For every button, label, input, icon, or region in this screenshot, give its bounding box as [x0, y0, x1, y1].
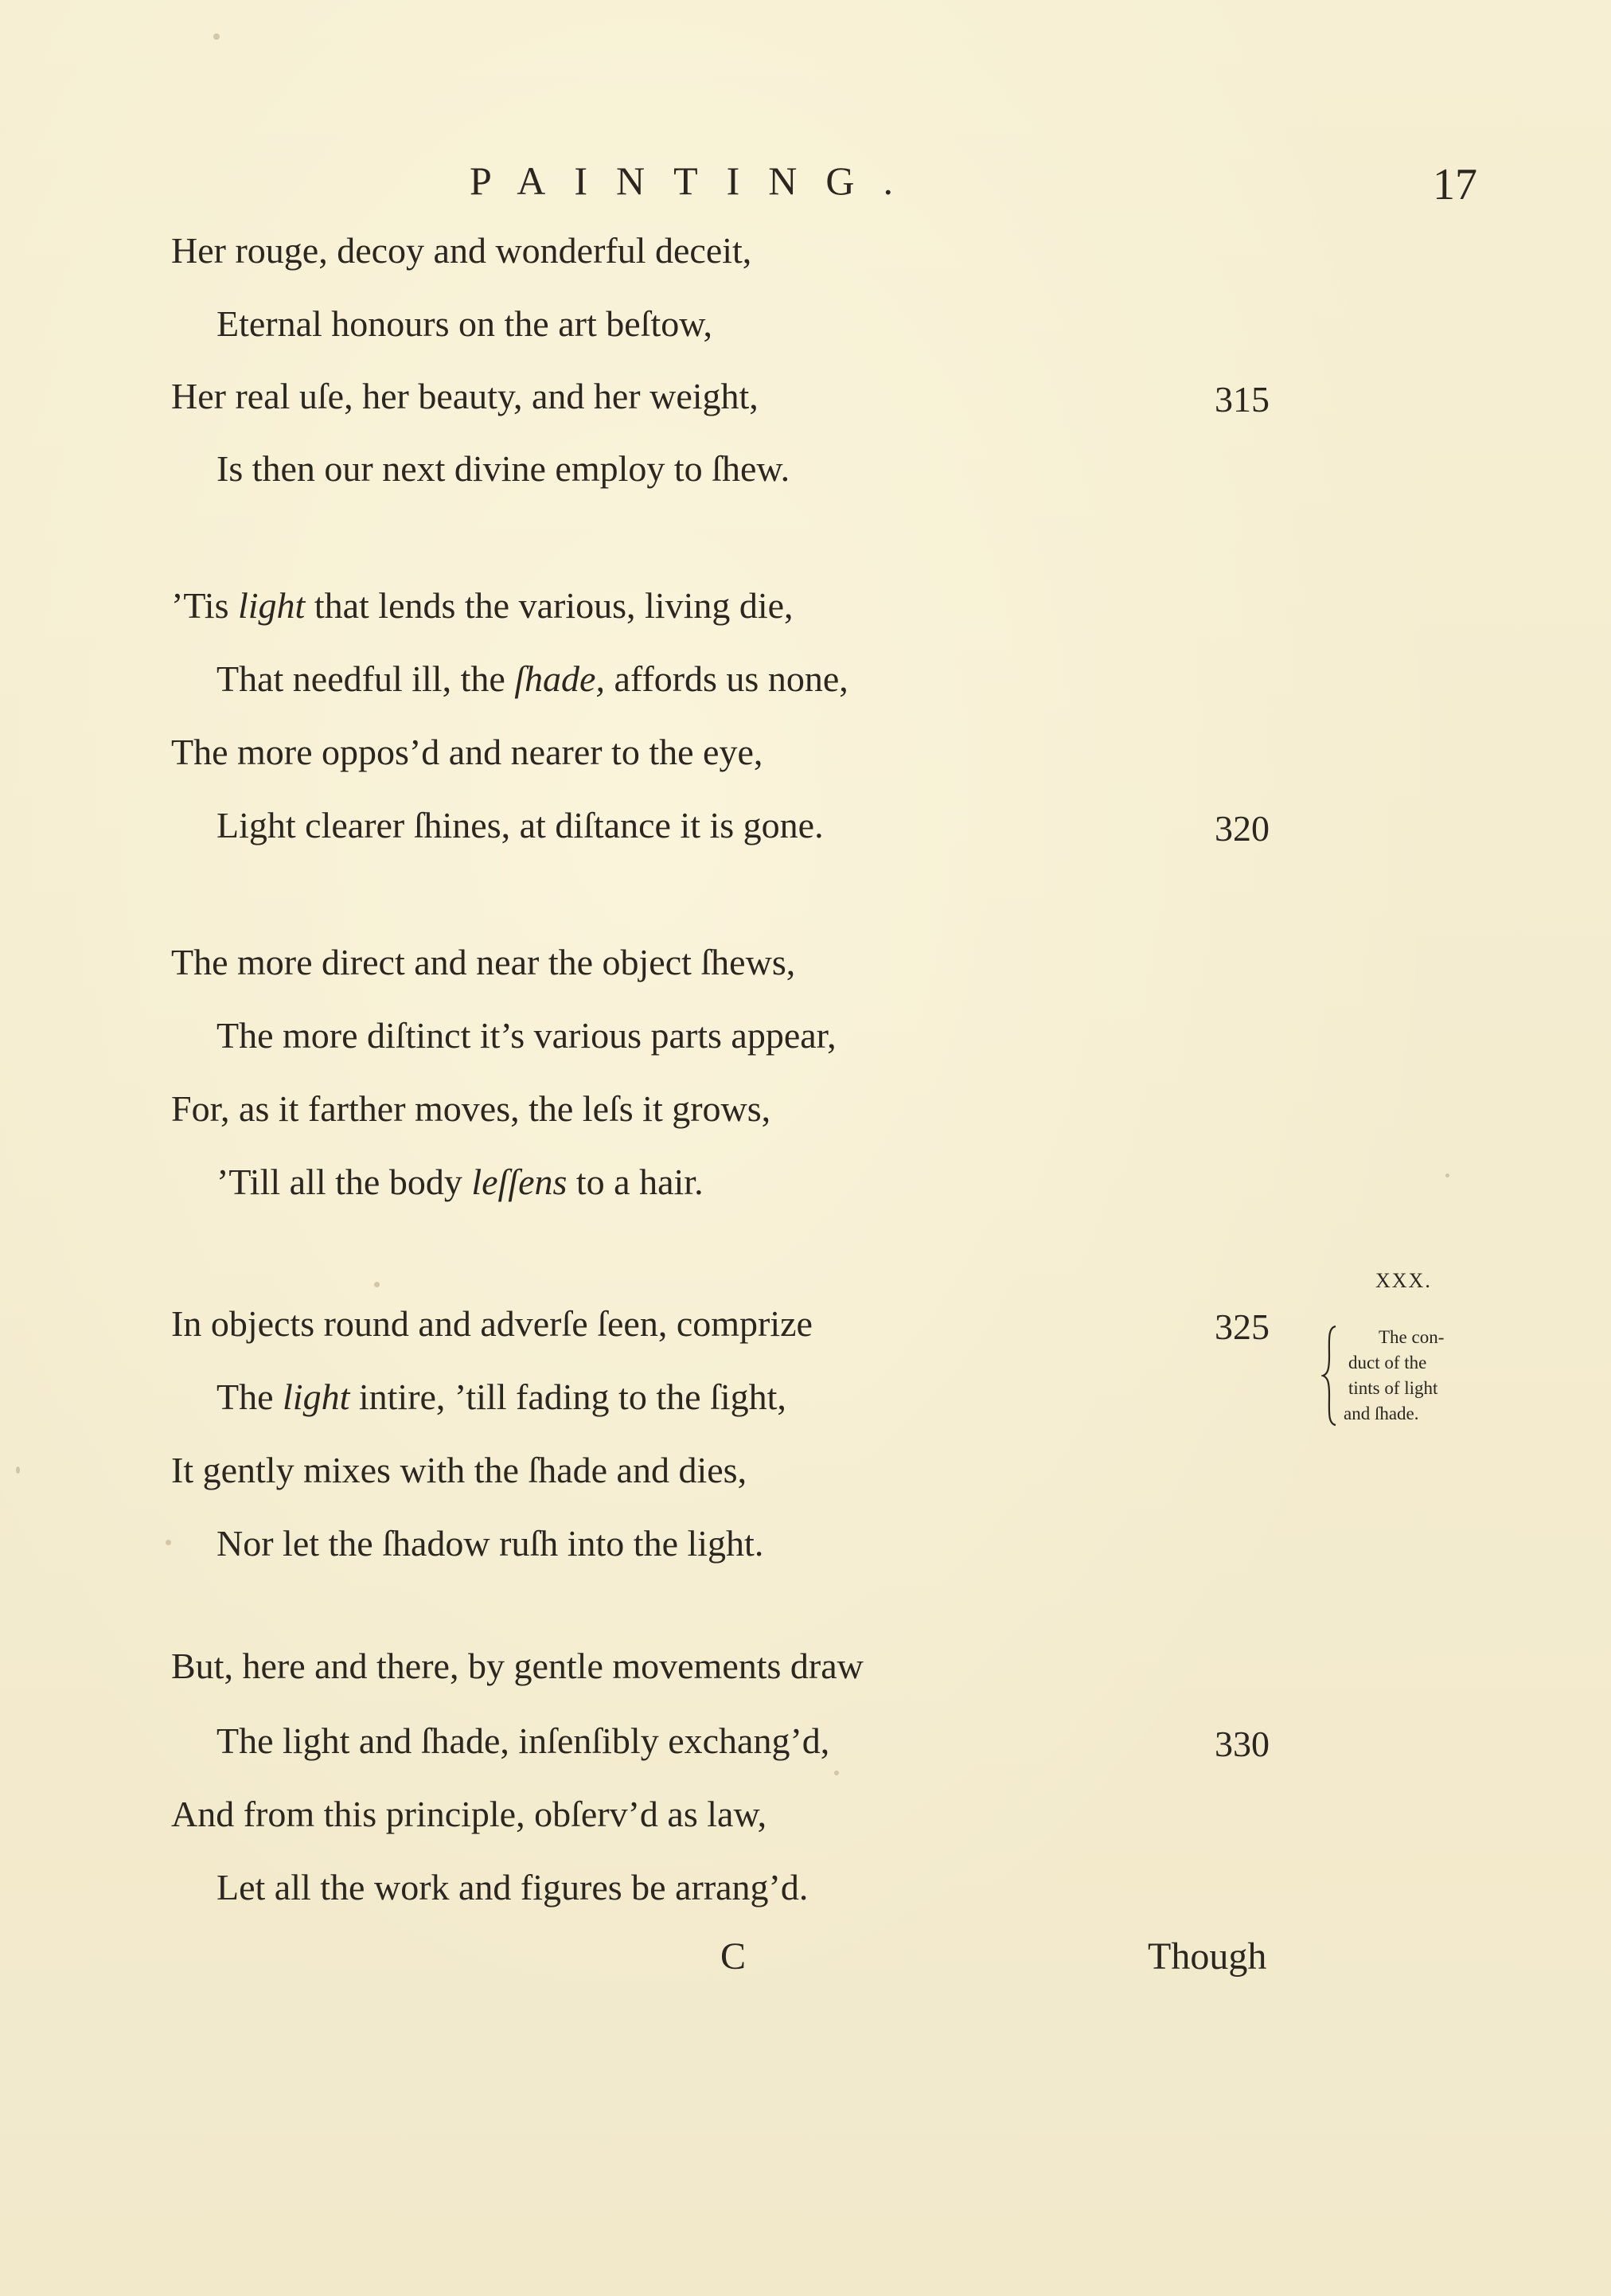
line-number: 315	[1215, 379, 1270, 420]
verse-line: It gently mixes with the ſhade and dies,	[171, 1450, 747, 1490]
verse-line: Is then our next divine employ to ſhew.	[216, 448, 790, 489]
paper-speck	[834, 1771, 839, 1775]
brace-icon	[1321, 1325, 1339, 1427]
paper-speck	[1445, 1173, 1449, 1177]
sidenote	[1321, 1325, 1520, 1436]
verse-line: Her real uſe, her beauty, and her weight,	[171, 376, 759, 416]
verse-line	[216, 1376, 786, 1417]
line-number: 325	[1215, 1306, 1270, 1347]
verse-text: That needful ill, the	[216, 658, 515, 699]
sidenote-line: The con-	[1379, 1327, 1445, 1347]
verse-line: Nor let the ſhadow ruſh into the light.	[216, 1523, 764, 1564]
verse-line: Her rouge, decoy and wonderful deceit,	[171, 230, 752, 271]
italic-word: light	[237, 585, 306, 626]
verse-text: affords us none,	[604, 658, 848, 699]
italic-word: leſſens	[471, 1162, 568, 1202]
verse-line	[216, 658, 848, 699]
paper-speck	[16, 1466, 20, 1474]
verse-line: The more direct and near the object ſhews,	[171, 942, 796, 982]
verse-text: The	[216, 1376, 283, 1417]
verse-text: ’Tis	[171, 585, 238, 626]
verse-text: that lends the various, living die,	[305, 585, 794, 626]
verse-line: The light and ſhade, inſenſibly exchang’d,	[216, 1720, 830, 1761]
verse-line: For, as it farther moves, the leſs it grows,	[171, 1088, 771, 1129]
running-title: PAINTING.	[470, 158, 922, 203]
verse-line	[171, 585, 794, 626]
sidenote-heading: XXX.	[1375, 1269, 1432, 1292]
signature-mark: C	[720, 1935, 747, 1978]
verse-line: Light clearer ſhines, at diſtance it is gone.	[216, 805, 824, 845]
verse-line: The more oppos’d and nearer to the eye,	[171, 732, 763, 772]
verse-text: ’Till all the body	[216, 1162, 472, 1202]
line-number: 320	[1215, 808, 1270, 849]
italic-word: ſhade,	[514, 658, 605, 699]
verse-line: And from this principle, obſerv’d as law,	[171, 1794, 767, 1834]
verse-line: In objects round and adverſe ſeen, comprize	[171, 1303, 813, 1344]
verse-text: to a hair.	[567, 1162, 704, 1202]
sidenote-line: tints of light	[1348, 1378, 1438, 1398]
paper-speck	[213, 33, 220, 40]
sidenote-line: and ſhade.	[1344, 1404, 1419, 1423]
page-number: 17	[1433, 160, 1477, 209]
catchword: Though	[1148, 1935, 1267, 1978]
verse-line	[216, 1164, 704, 1201]
verse-line: The more diſtinct it’s various parts appear,	[216, 1015, 837, 1056]
paper-speck	[374, 1282, 380, 1287]
line-number: 330	[1215, 1724, 1270, 1764]
verse-line: Let all the work and figures be arrang’d.	[216, 1867, 809, 1907]
sidenote-line: duct of the	[1348, 1353, 1427, 1373]
paper-speck	[166, 1540, 171, 1545]
verse-line: But, here and there, by gentle movements draw	[171, 1646, 864, 1686]
verse-line: Eternal honours on the art beſtow,	[216, 303, 712, 344]
italic-word: light	[283, 1376, 350, 1417]
verse-text: intire, ’till fading to the ſight,	[349, 1376, 786, 1417]
